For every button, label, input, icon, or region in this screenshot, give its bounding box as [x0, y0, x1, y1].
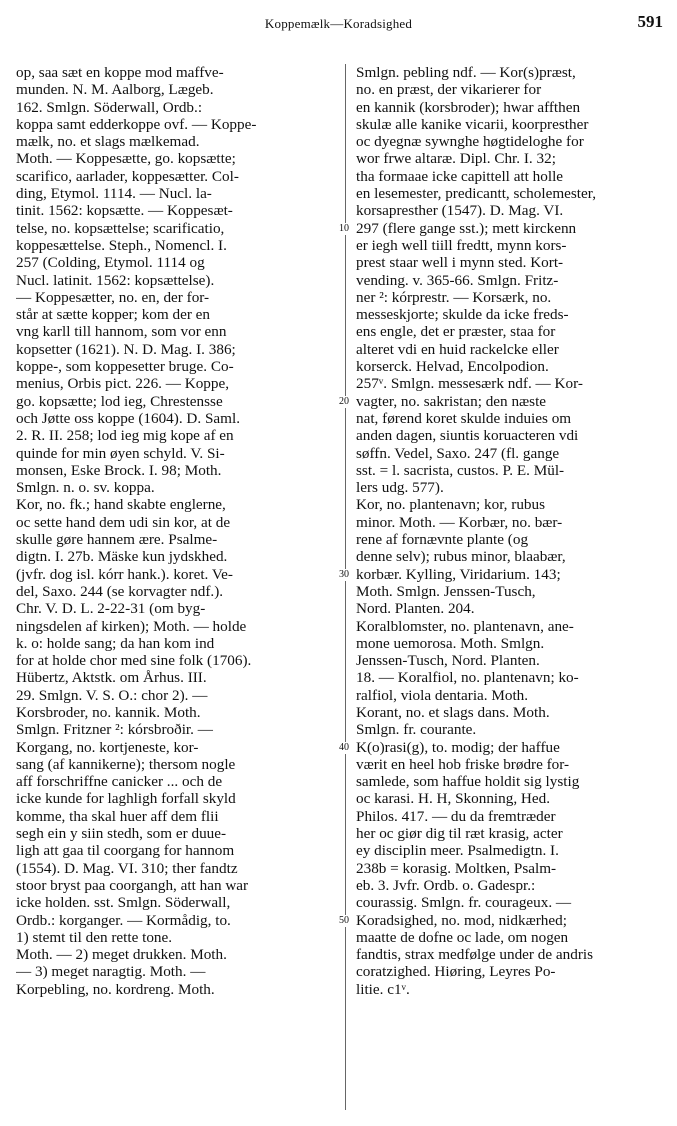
text-line: Ordb.: korganger. — Kormådig, to.	[16, 911, 231, 929]
text-line: munden. N. M. Aalborg, Lægeb.	[16, 81, 214, 99]
text-line: for at holde chor med sine folk (1706).	[16, 652, 252, 670]
text-line: litie. c1ᵛ.	[356, 980, 410, 998]
page-header	[0, 12, 677, 36]
text-line: Moth. — 2) meget drukken. Moth.	[16, 946, 227, 964]
text-line: 29. Smlgn. V. S. O.: chor 2). —	[16, 686, 208, 704]
line-number: 40	[339, 741, 349, 753]
text-line: Nord. Planten. 204.	[356, 600, 475, 618]
text-line: skulæ alle kanike vicarii, koorpresther	[356, 115, 589, 133]
text-line: Korant, no. et slags dans. Moth.	[356, 703, 550, 721]
text-line: (1554). D. Mag. VI. 310; ther fandtz	[16, 859, 238, 877]
text-line: 257 (Colding, Etymol. 1114 og	[16, 254, 205, 272]
text-line: Korsbroder, no. kannik. Moth.	[16, 703, 201, 721]
text-line: Koradsighed, no. mod, nidkærhed;	[356, 911, 567, 929]
text-line: lers udg. 577).	[356, 479, 444, 497]
text-line: en kannik (korsbroder); hwar affthen	[356, 98, 581, 116]
text-line: coratzighed. Hiøring, Leyres Po-	[356, 963, 556, 981]
text-line: digtn. I. 27b. Mäske kun jydskhed.	[16, 548, 228, 566]
text-line: Smlgn. Fritzner ²: kórsbroðir. —	[16, 721, 213, 739]
text-line: monsen, Eske Brock. I. 98; Moth.	[16, 461, 222, 479]
text-line: Jenssen-Tusch, Nord. Planten.	[356, 652, 540, 670]
text-line: Philos. 417. — du da fremtræder	[356, 807, 556, 825]
text-line: no. en præst, der vikarierer for	[356, 81, 542, 99]
text-line: Korgang, no. kortjeneste, kor-	[16, 738, 199, 756]
text-line: vng karll till hannom, som vor enn	[16, 323, 227, 341]
text-line: vagter, no. sakristan; den næste	[356, 392, 547, 410]
text-line: och Jøtte oss koppe (1604). D. Saml.	[16, 409, 240, 427]
text-line: mone uemorosa. Moth. Smlgn.	[356, 634, 545, 652]
text-line: scarifico, aarlader, koppesætter. Col-	[16, 167, 239, 185]
text-line: minor. Moth. — Korbær, no. bær-	[356, 513, 563, 531]
running-title: Koppemælk—Koradsighed	[264, 16, 413, 31]
text-line: korsapresther (1547). D. Mag. VI.	[356, 202, 564, 220]
text-line: står at sætte kopper; kom der en	[16, 306, 211, 324]
text-line: ens engle, det er præster, staa for	[356, 323, 556, 341]
text-line: Smlgn. pebling ndf. — Kor(s)præst,	[356, 64, 576, 81]
text-line: anden dagen, siuntis koruacteren vdi	[356, 427, 579, 445]
text-line: k. o: holde sang; da han kom ind	[16, 634, 215, 652]
text-line: sang (af kannikerne); thersom nogle	[16, 755, 236, 773]
text-line: telse, no. kopsættelse; scarificatio,	[16, 219, 225, 237]
text-line: ey disciplin meer. Psalmedigtn. I.	[356, 842, 559, 860]
text-line: tinit. 1562: kopsætte. — Koppesæt-	[16, 202, 233, 220]
text-line: værit en heel hob friske brødre for-	[356, 755, 570, 773]
text-line: Moth. Smlgn. Jenssen-Tusch,	[356, 582, 536, 600]
text-line: Nucl. latinit. 1562: kopsættelse).	[16, 271, 215, 289]
text-line: quinde for min øyen schyld. V. Si-	[16, 444, 225, 462]
text-line: maatte de dofne oc lade, om nogen	[356, 928, 569, 946]
text-line: søffn. Vedel, Saxo. 247 (fl. gange	[356, 444, 560, 462]
text-line: messeskjorte; skulde da icke freds-	[356, 306, 569, 324]
text-line: oc karasi. H. H, Skonning, Hed.	[356, 790, 551, 808]
text-line: 257ᵛ. Smlgn. messesærk ndf. — Kor-	[356, 375, 583, 393]
line-number: 10	[339, 222, 349, 234]
text-line: — 3) meget naragtig. Moth. —	[16, 963, 206, 981]
text-line: Koralblomster, no. plantenavn, ane-	[356, 617, 574, 635]
text-line: go. kopsætte; lod ieg, Chrestensse	[16, 392, 223, 410]
line-number: 30	[339, 568, 349, 580]
text-line: Moth. — Koppesætte, go. kopsætte;	[16, 150, 236, 168]
text-line: koppe-, som koppesetter bruge. Co-	[16, 358, 234, 376]
right-column	[356, 64, 667, 1114]
text-line: mælk, no. et slags mælkemad.	[16, 133, 200, 151]
text-line: koppa samt edderkoppe ovf. — Koppe-	[16, 115, 257, 133]
text-line: Chr. V. D. L. 2-22-31 (om byg-	[16, 600, 206, 618]
column-divider	[345, 64, 346, 1110]
text-line: alteret vdi en huid rackelcke eller	[356, 340, 559, 358]
page-number: 591	[637, 12, 663, 31]
text-line: 238b = korasig. Moltken, Psalm-	[356, 859, 557, 877]
text-line: 18. — Koralfiol, no. plantenavn; ko-	[356, 669, 579, 687]
text-line: nat, førend koret skulde induies om	[356, 409, 572, 427]
text-line: menius, Orbis pict. 226. — Koppe,	[16, 375, 230, 393]
text-line: her oc giør dig til ræt krasig, acter	[356, 825, 563, 843]
text-line: 2. R. II. 258; lod ieg mig kope af en	[16, 427, 234, 445]
text-line: vending. v. 365-66. Smlgn. Fritz-	[356, 271, 559, 289]
text-line: ding, Etymol. 1114. — Nucl. la-	[16, 185, 212, 203]
text-line: Smlgn. fr. courante.	[356, 721, 477, 739]
text-line: stoor bryst paa coorgangh, att han war	[16, 876, 249, 894]
text-line: eb. 3. Jvfr. Ordb. o. Gadespr.:	[356, 876, 536, 894]
text-line: Kor, no. plantenavn; kor, rubus	[356, 496, 546, 514]
text-line: 162. Smlgn. Söderwall, Ordb.:	[16, 98, 203, 116]
text-line: 1) stemt til den rette tone.	[16, 928, 173, 946]
text-line: segh ein y siin stedh, som er duue-	[16, 825, 227, 843]
text-line: 297 (flere gange sst.); mett kirckenn	[356, 219, 577, 237]
text-line: korserck. Helvad, Encolpodion.	[356, 358, 549, 376]
text-line: del, Saxo. 244 (se korvagter ndf.).	[16, 582, 224, 600]
text-line: samlede, som haffue holdit sig lystig	[356, 773, 580, 791]
text-line: denne selv); rubus minor, blaabær,	[356, 548, 566, 566]
text-line: prest staar well i mynn sted. Kort-	[356, 254, 564, 272]
text-line: wor frwe altaræ. Dipl. Chr. I. 32;	[356, 150, 556, 168]
text-line: sst. = l. sacrista, custos. P. E. Mül-	[356, 461, 565, 479]
text-line: koppesættelse. Steph., Nomencl. I.	[16, 236, 227, 254]
text-line: aff forschriffne canicker ... och de	[16, 773, 223, 791]
text-line: skulle gøre hannem ære. Psalme-	[16, 531, 218, 549]
text-line: ralfiol, viola dentaria. Moth.	[356, 686, 529, 704]
text-line: Smlgn. n. o. sv. koppa.	[16, 479, 155, 497]
text-line: Kor, no. fk.; hand skabte englerne,	[16, 496, 226, 514]
text-line: rene af fornævnte plante (og	[356, 531, 529, 549]
text-line: op, saa sæt en koppe mod maffve-	[16, 64, 224, 81]
text-line: fandtis, strax medfølge under de andris	[356, 946, 594, 964]
text-line: oc sette hand dem udi sin kor, at de	[16, 513, 231, 531]
text-line: icke holden. sst. Smlgn. Söderwall,	[16, 894, 231, 912]
text-line: er iegh well tiill fredtt, mynn kors-	[356, 236, 567, 254]
text-line: ningsdelen af kirken); Moth. — holde	[16, 617, 247, 635]
text-line: ner ²: kórprestr. — Korsærk, no.	[356, 288, 552, 306]
line-number: 50	[339, 914, 349, 926]
text-line: icke kunde for laghligh forfall skyld	[16, 790, 236, 808]
text-line: kopsetter (1621). N. D. Mag. I. 386;	[16, 340, 236, 358]
text-line: K(o)rasi(g), to. modig; der haffue	[356, 738, 560, 756]
text-line: oc dyegnæ sywnghe høgtideloghe for	[356, 133, 584, 151]
text-line: komme, tha skal huer aff dem flii	[16, 807, 219, 825]
line-number: 20	[339, 395, 349, 407]
text-line: (jvfr. dog isl. kórr hank.). koret. Ve-	[16, 565, 233, 583]
text-line: courassig. Smlgn. fr. courageux. —	[356, 894, 572, 912]
text-line: en lesemester, predicantt, scholemester,	[356, 185, 596, 203]
text-line: Hübertz, Aktstk. om Århus. III.	[16, 669, 207, 687]
text-line: korbær. Kylling, Viridarium. 143;	[356, 565, 561, 583]
text-line: ligh att gaa til coorgang for hannom	[16, 842, 235, 860]
text-line: Korpebling, no. kordreng. Moth.	[16, 980, 215, 998]
text-line: — Koppesætter, no. en, der for-	[16, 288, 210, 306]
left-column	[16, 64, 337, 1114]
text-line: tha formaae icke capittell att holle	[356, 167, 564, 185]
